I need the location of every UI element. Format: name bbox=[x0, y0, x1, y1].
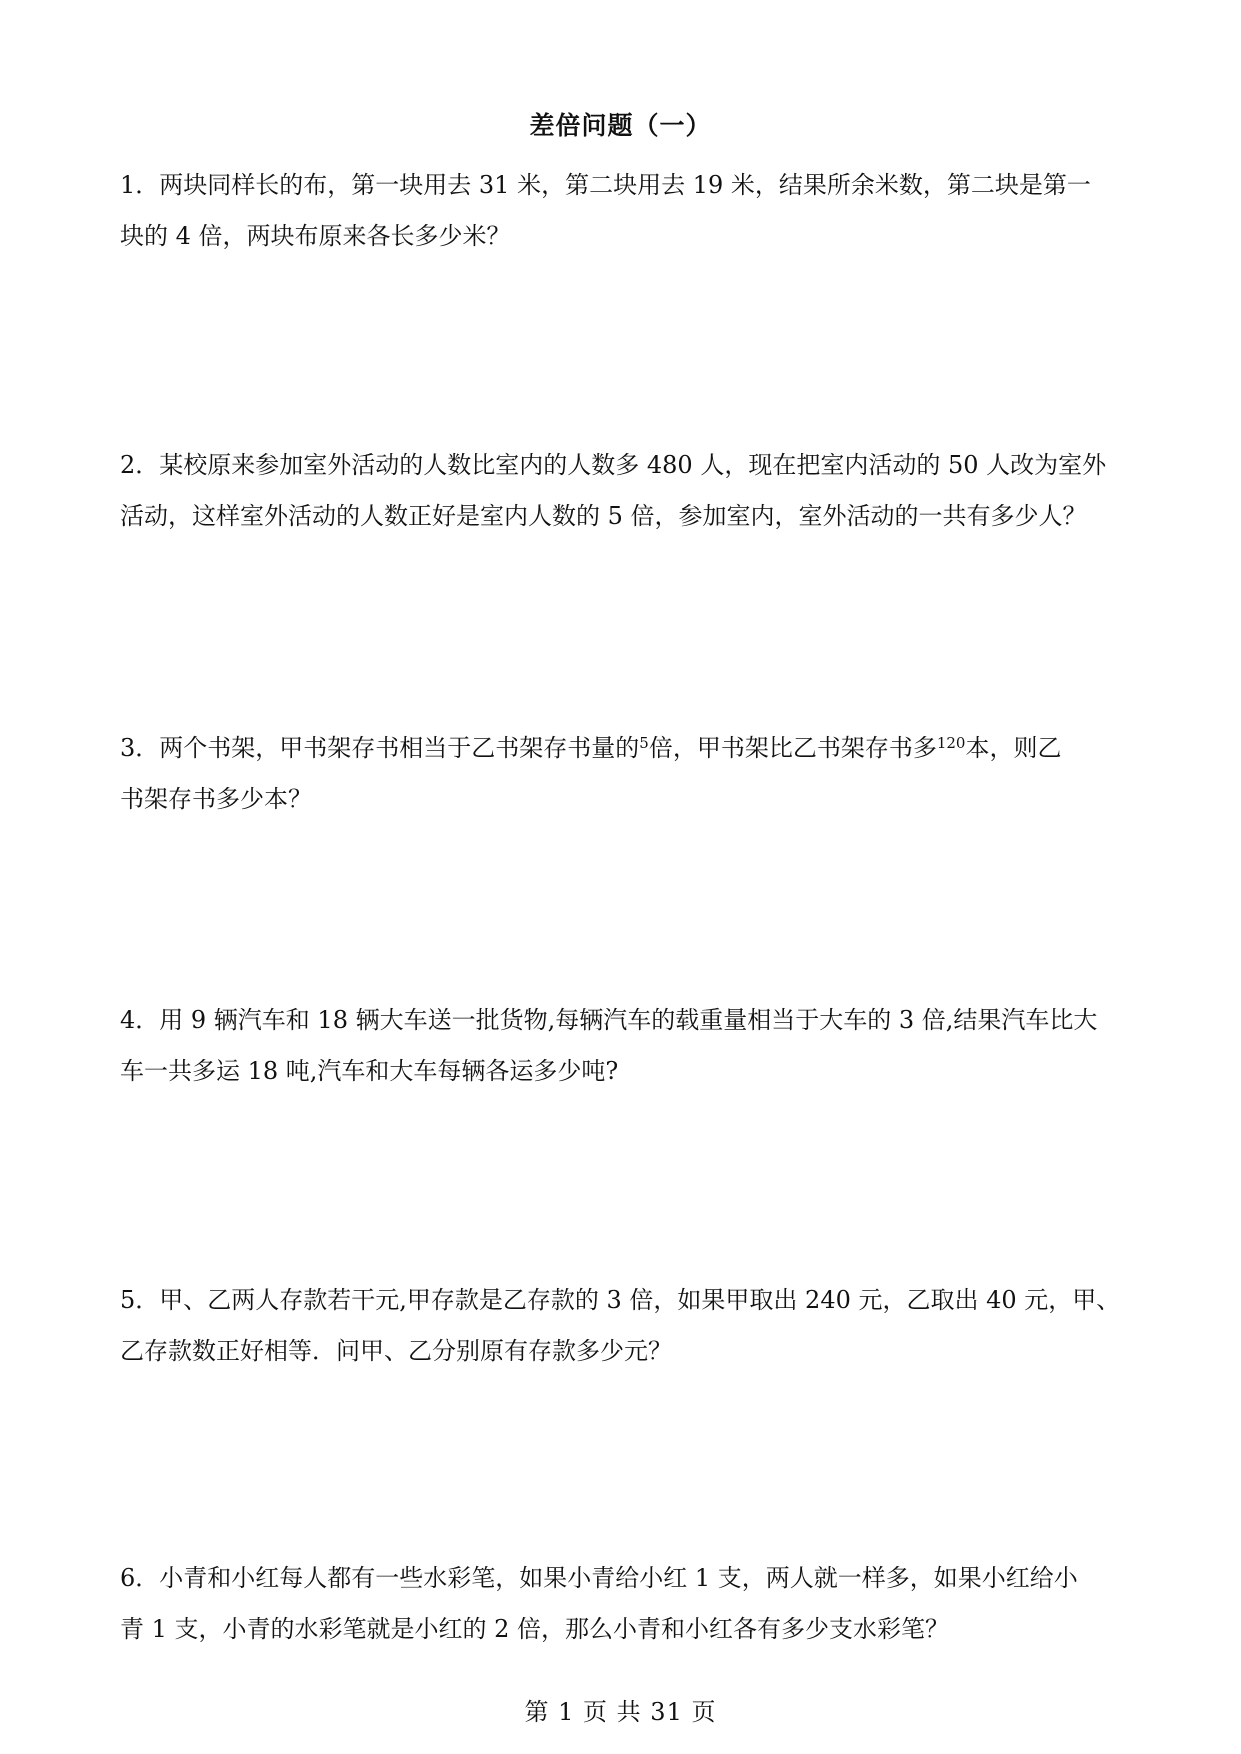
question-5-line-1: 5．甲、乙两人存款若干元,甲存款是乙存款的 3 倍，如果甲取出 240 元，乙取出 40 元，甲、 bbox=[120, 1286, 1121, 1314]
question-4-line-2: 车一共多运 18 吨,汽车和大车每辆各运多少吨? bbox=[120, 1057, 619, 1085]
question-3-line-2: 书架存书多少本？ bbox=[120, 785, 312, 813]
question-3-superscript-5: 5 bbox=[639, 734, 649, 752]
question-4-line-1: 4．用 9 辆汽车和 18 辆大车送一批货物,每辆汽车的载重量相当于大车的 3 倍,结果汽车比大 bbox=[120, 1006, 1098, 1034]
question-2-line-1: 2．某校原来参加室外活动的人数比室内的人数多 480 人，现在把室内活动的 50 人改为室外 bbox=[120, 451, 1107, 479]
question-3-text-b: 倍，甲书架比乙书架存书多 bbox=[648, 734, 937, 762]
question-3-superscript-120: 120 bbox=[936, 734, 966, 752]
question-1 bbox=[120, 160, 1120, 262]
question-3-line-1 bbox=[120, 718, 1120, 774]
question-1-line-2: 块的 4 倍，两块布原来各长多少米？ bbox=[120, 222, 511, 250]
question-6 bbox=[120, 1553, 1120, 1655]
question-6-line-2: 青 1 支，小青的水彩笔就是小红的 2 倍，那么小青和小红各有多少支水彩笔？ bbox=[120, 1615, 950, 1643]
question-4 bbox=[120, 995, 1120, 1097]
question-3-text-a: 3．两个书架，甲书架存书相当于乙书架存书量的 bbox=[120, 734, 640, 762]
question-2 bbox=[120, 440, 1120, 542]
page-title: 差倍问题（一） bbox=[529, 111, 712, 140]
question-5-line-2: 乙存款数正好相等．问甲、乙分别原有存款多少元？ bbox=[120, 1337, 672, 1365]
question-3 bbox=[120, 718, 1120, 825]
question-5 bbox=[120, 1275, 1120, 1377]
question-3-text-c: 本，则乙 bbox=[965, 734, 1062, 762]
page-number-footer: 第 1 页 共 31 页 bbox=[524, 1698, 717, 1726]
question-6-line-1: 6．小青和小红每人都有一些水彩笔，如果小青给小红 1 支，两人就一样多，如果小红给小 bbox=[120, 1564, 1078, 1592]
question-1-line-1: 1．两块同样长的布，第一块用去 31 米，第二块用去 19 米，结果所余米数，第二块是第一 bbox=[120, 171, 1091, 199]
question-2-line-2: 活动，这样室外活动的人数正好是室内人数的 5 倍，参加室内，室外活动的一共有多少人？ bbox=[120, 502, 1087, 530]
